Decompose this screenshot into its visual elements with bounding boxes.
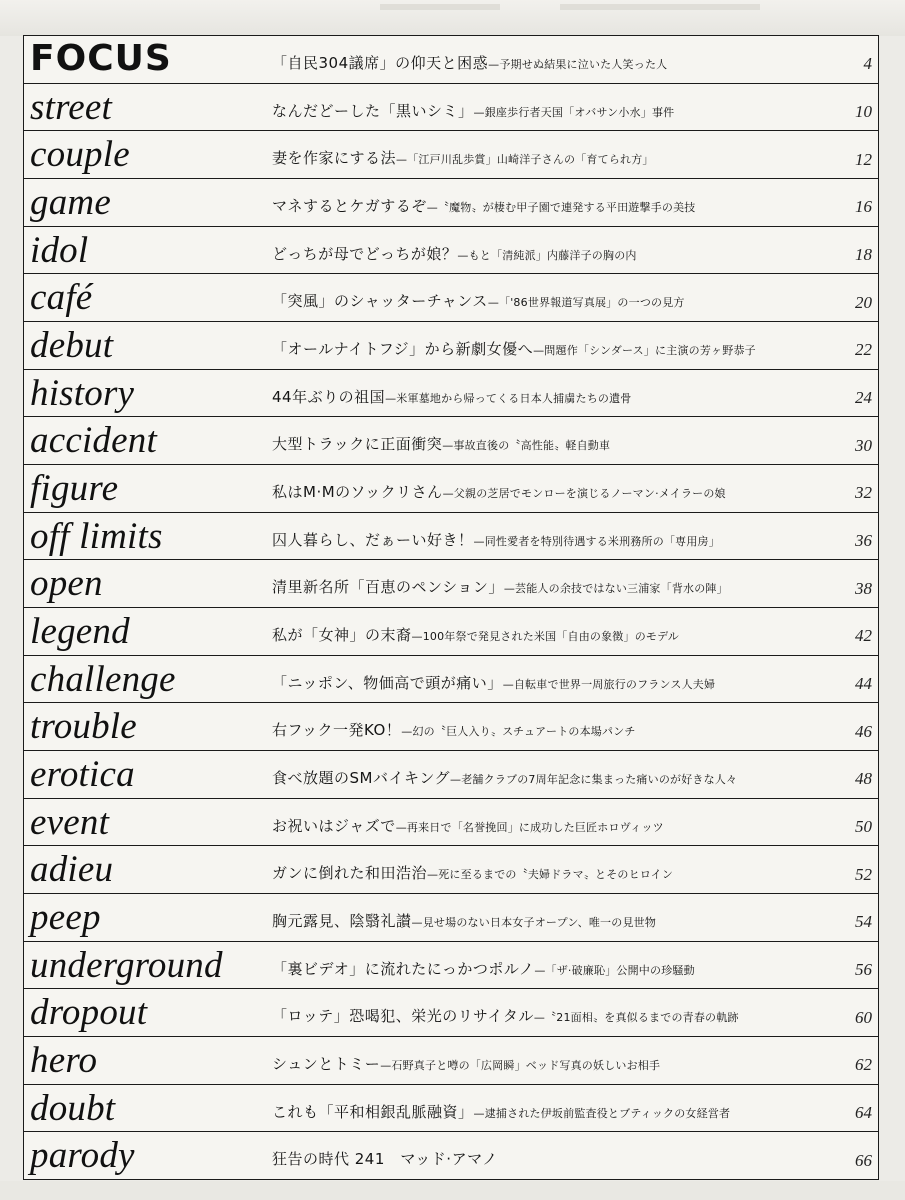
page-number: 38 (855, 578, 872, 598)
article-headline: 「突風」のシャッターチャンス (272, 292, 488, 311)
article-subtitle: —もと「清純派」内藤洋子の胸の内 (457, 248, 637, 262)
toc-row (24, 846, 878, 894)
article-headline: 「ニッポン、物価高で頭が痛い」 (272, 673, 503, 692)
article-headline: シュンとトミー (272, 1054, 381, 1073)
toc-row (24, 989, 878, 1037)
page-number: 50 (855, 817, 872, 837)
article-headline: 囚人暮らし、だぁーい好き！ (272, 530, 474, 549)
section-category: accident (30, 420, 157, 462)
section-category: couple (30, 134, 130, 176)
article-headline: ガンに倒れた和田浩治 (272, 864, 428, 883)
article-subtitle: —死に至るまでの〝夫婦ドラマ〟とそのヒロイン (427, 868, 674, 882)
section-category: café (30, 277, 93, 319)
article-title (272, 523, 832, 550)
page-number: 30 (855, 435, 872, 455)
page-number: 20 (855, 292, 872, 312)
article-headline: 私が「女神」の末裔 (272, 625, 412, 644)
article-headline: 狂告の時代 241 マッド·アマノ (272, 1150, 498, 1169)
section-category: history (30, 372, 135, 414)
toc-row (24, 84, 878, 132)
article-title (272, 713, 832, 740)
page-number: 36 (855, 531, 872, 551)
section-category: underground (30, 944, 223, 986)
article-headline: 44年ぶりの祖国 (272, 387, 386, 406)
table-of-contents (23, 35, 879, 1180)
section-category: trouble (30, 706, 137, 748)
page-number: 54 (855, 912, 872, 932)
toc-row (24, 370, 878, 418)
article-title (272, 94, 832, 121)
section-category: peep (30, 896, 101, 938)
article-headline: これも「平和相銀乱脈融資」 (272, 1102, 474, 1121)
toc-row (24, 465, 878, 513)
page-number: 56 (855, 960, 872, 980)
article-subtitle: —米軍墓地から帰ってくる日本人捕虜たちの遺骨 (385, 391, 632, 405)
page-number: 42 (855, 626, 872, 646)
article-subtitle: —「江戸川乱歩賞」山崎洋子さんの「育てられ方」 (396, 153, 654, 167)
article-subtitle: —銀座歩行者天国「オバサン小水」事件 (473, 105, 675, 119)
article-subtitle: —芸能人の余技ではない三浦家「背水の陣」 (503, 582, 728, 596)
article-title (272, 380, 832, 407)
page-number: 48 (855, 769, 872, 789)
section-category: legend (30, 610, 130, 652)
article-title (272, 570, 832, 597)
article-title (272, 666, 832, 693)
section-category: open (30, 563, 103, 605)
toc-row (24, 942, 878, 990)
article-title (272, 284, 832, 311)
article-headline: 食べ放題のSMバイキング (272, 768, 451, 787)
toc-row (24, 608, 878, 656)
article-headline: 私はM·Mのソックリさん (272, 482, 443, 501)
toc-row (24, 1037, 878, 1085)
page-top-margin (0, 0, 905, 36)
section-category: off limits (30, 515, 163, 557)
page-number: 10 (855, 102, 872, 121)
article-title (272, 999, 832, 1026)
page-number: 46 (855, 721, 872, 741)
toc-row (24, 751, 878, 799)
article-headline: 右フック一発KO！ (272, 721, 402, 740)
section-category: event (30, 801, 110, 843)
section-category: game (30, 181, 111, 223)
article-subtitle: —再来日で「名誉挽回」に成功した巨匠ホロヴィッツ (395, 820, 664, 834)
article-subtitle: —〝21面相〟を真似るまでの青春の軌跡 (533, 1011, 739, 1025)
article-headline: どっちが母でどっちが娘？ (272, 244, 458, 263)
section-category: debut (30, 324, 114, 366)
article-subtitle: —見せ場のない日本女子オープン、唯一の見世物 (411, 915, 657, 929)
page-number: 16 (855, 197, 872, 217)
toc-row (24, 227, 878, 275)
page-number: 62 (855, 1055, 872, 1075)
page-number: 44 (855, 674, 872, 694)
page-number: 18 (855, 245, 872, 265)
section-category: challenge (30, 658, 176, 700)
article-title (272, 475, 832, 502)
toc-row (24, 417, 878, 465)
page-number: 64 (855, 1103, 872, 1123)
article-subtitle: —〝魔物〟が棲む甲子園で連発する平田遊撃手の美技 (426, 200, 696, 214)
article-subtitle: —事故直後の〝高性能〟軽自動車 (442, 439, 611, 453)
section-category: street (30, 86, 113, 128)
page-number: 66 (855, 1150, 872, 1170)
focus-logo: FOCUS (30, 38, 172, 80)
article-title (272, 427, 832, 454)
section-category: dropout (30, 992, 148, 1034)
article-title (272, 189, 832, 216)
section-category: erotica (30, 753, 135, 795)
toc-row (24, 799, 878, 847)
article-subtitle: —自転車で世界一周旅行のフランス人夫婦 (502, 677, 716, 691)
section-category: idol (30, 229, 89, 271)
article-headline: 妻を作家にする法 (272, 149, 397, 168)
article-subtitle: —問題作「シンダース」に主演の芳ヶ野恭子 (533, 343, 756, 357)
section-category: doubt (30, 1087, 116, 1129)
article-headline: 「裏ビデオ」に流れたにっかつポルノ (272, 959, 535, 978)
article-headline: お祝いはジャズで (272, 816, 396, 835)
article-subtitle: —100年祭で発見された米国「自由の象徴」のモデル (411, 629, 679, 643)
article-headline: 胸元露見、陰翳礼讃 (272, 911, 412, 930)
page-number: 22 (855, 340, 872, 360)
article-headline: 「自民304議席」の仰天と困惑 (272, 53, 489, 72)
article-subtitle: —父親の芝居でモンローを演じるノーマン·メイラーの娘 (442, 486, 726, 500)
article-title (272, 1095, 832, 1122)
article-title (272, 332, 832, 359)
article-headline: 「ロッテ」恐喝犯、栄光のリサイタル (272, 1007, 534, 1026)
toc-row (24, 703, 878, 751)
toc-row (24, 560, 878, 608)
article-title (272, 1047, 832, 1074)
article-title (272, 46, 832, 73)
article-title (272, 237, 832, 264)
toc-row (24, 656, 878, 704)
article-headline: 大型トラックに正面衝突 (272, 435, 443, 454)
toc-row (24, 131, 878, 179)
section-category: adieu (30, 849, 114, 891)
article-headline: 清里新名所「百恵のペンション」 (272, 578, 504, 597)
toc-row (24, 894, 878, 942)
article-subtitle: —「'86世界報道写真展」の一つの見方 (487, 296, 685, 310)
article-headline: マネするとケガするぞ (272, 196, 427, 215)
article-subtitle: —同性愛者を特別待遇する米刑務所の「専用房」 (473, 534, 720, 548)
article-title (272, 904, 832, 931)
article-title (272, 141, 832, 168)
article-headline: 「オールナイトフジ」から新劇女優へ (272, 339, 534, 358)
page-number: 32 (855, 483, 872, 503)
article-subtitle: —逮捕された伊坂前監査役とブティックの女経営者 (473, 1106, 731, 1120)
article-subtitle: —幻の〝巨人入り〟スチュアートの本場パンチ (401, 725, 636, 739)
section-category: figure (30, 467, 119, 509)
article-title (272, 952, 832, 979)
toc-row (24, 179, 878, 227)
page-number: 24 (855, 388, 872, 408)
page-number: 4 (863, 54, 872, 74)
article-subtitle: —石野真子と噂の「広岡瞬」ベッド写真の妖しいお相手 (380, 1058, 661, 1072)
section-category: hero (30, 1039, 98, 1081)
toc-row (24, 36, 878, 84)
toc-row (24, 513, 878, 561)
article-headline: なんだどーした「黒いシミ」 (272, 101, 474, 120)
page-number: 60 (855, 1007, 872, 1027)
article-subtitle: —予期せぬ結果に泣いた人笑った人 (488, 57, 668, 71)
article-title (272, 761, 832, 788)
toc-row (24, 1132, 878, 1179)
toc-row (24, 274, 878, 322)
toc-row (24, 322, 878, 370)
section-category: parody (30, 1135, 135, 1177)
page-number: 12 (855, 149, 872, 169)
article-subtitle: —老舗クラブの7周年記念に集まった痛いのが好きな人々 (450, 772, 738, 786)
article-title (272, 809, 832, 836)
page-bottom-margin (0, 1181, 905, 1200)
page-number: 52 (855, 864, 872, 884)
article-title (272, 618, 832, 645)
article-title (272, 856, 832, 883)
article-title (272, 1142, 832, 1169)
article-subtitle: —「ザ·破廉恥」公開中の珍騒動 (534, 963, 695, 977)
toc-row (24, 1085, 878, 1133)
